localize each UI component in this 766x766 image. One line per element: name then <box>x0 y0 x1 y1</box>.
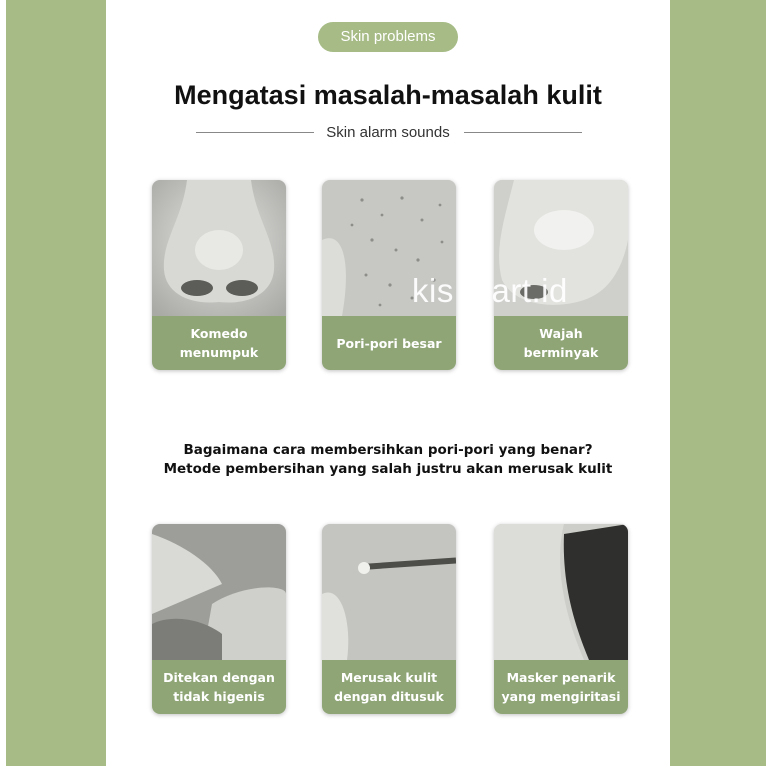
subtitle-divider-left <box>196 132 314 133</box>
problem-caption: Pori-pori besar <box>322 316 456 370</box>
warning-line: Metode pembersihan yang salah justru akan merusak kulit <box>163 461 613 477</box>
method-card-squeezing <box>152 524 286 714</box>
left-green-band <box>6 0 106 766</box>
nose-closeup-image <box>152 180 286 316</box>
method-caption: Merusak kulit dengan ditusuk <box>322 660 456 714</box>
tweezer-pricking-image <box>322 524 456 660</box>
method-caption: Masker penarik yang mengiritasi <box>494 660 628 714</box>
page-subtitle: Skin alarm sounds <box>326 124 450 141</box>
squeezing-fingers-image <box>152 524 286 660</box>
question-line: Bagaimana cara membersihkan pori-pori yang benar? <box>183 442 593 458</box>
method-caption: Ditekan dengan tidak higenis <box>152 660 286 714</box>
peel-mask-image <box>494 524 628 660</box>
method-card-peel-mask <box>494 524 628 714</box>
problem-caption: Komedo menumpuk <box>152 316 286 370</box>
problem-card-blackheads <box>152 180 286 370</box>
method-card-pricking <box>322 524 456 714</box>
watermark-text: kis mart.id <box>412 272 568 309</box>
skin-problems-badge: Skin problems <box>318 22 458 52</box>
problem-caption: Wajah berminyak <box>494 316 628 370</box>
page-title: Mengatasi masalah-masalah kulit <box>174 80 602 110</box>
subtitle-divider-right <box>464 132 582 133</box>
right-green-band <box>670 0 766 766</box>
